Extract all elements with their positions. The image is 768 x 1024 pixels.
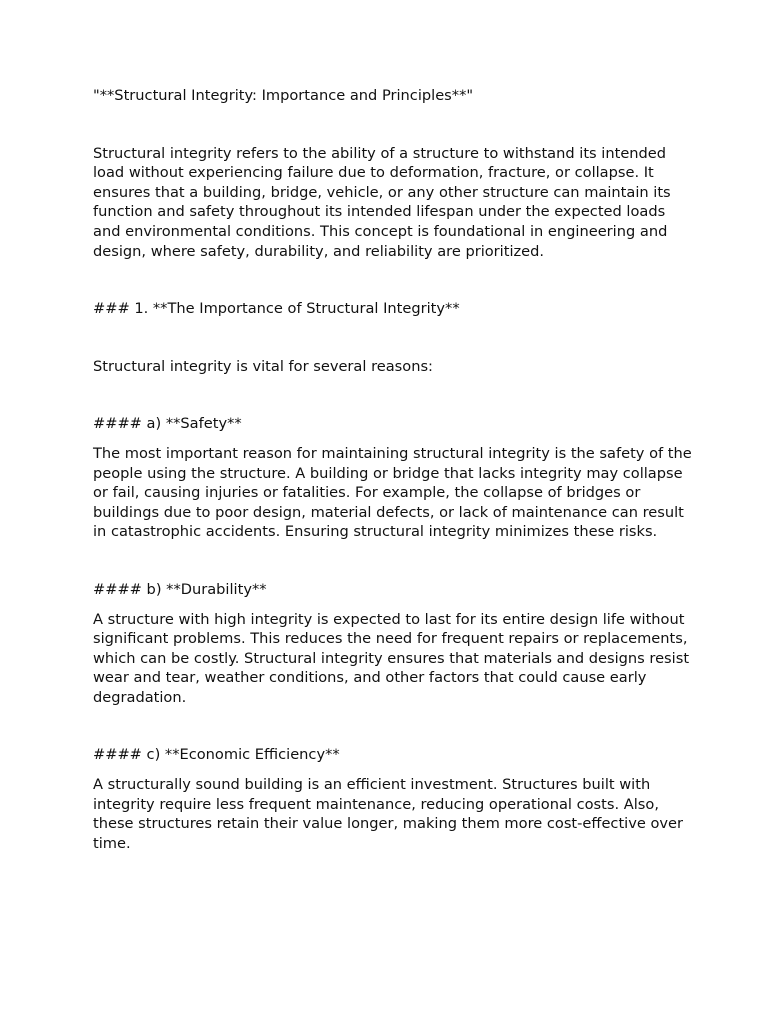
subsection-body-safety: The most important reason for maintaining structural integrity is the safety of the people using the structure. A building or bridge that lacks integrity may collapse or fail, causing injuries or fatalities. For example, the collapse of bridges or buildings due to poor design, material defects, or lack of maintenance can result in catastrophic accidents. Ensuring structural integrity minimizes these risks. bbox=[93, 444, 692, 541]
document-title: "**Structural Integrity: Importance and Principles**" bbox=[93, 87, 474, 104]
section-heading: ### 1. **The Importance of Structural Integrity** bbox=[93, 300, 460, 318]
subsection-heading-economic-efficiency: #### c) **Economic Efficiency** bbox=[93, 746, 340, 764]
subsection-body-durability: A structure with high integrity is expected to last for its entire design life without significant problems. This reduces the need for frequent repairs or replacements, which can be costly. Structural integrity ensures that materials and designs resist wear and tear, weather conditions, and other factors that could cause early degradation. bbox=[93, 610, 690, 706]
subsection-heading-safety: #### a) **Safety** bbox=[93, 415, 242, 433]
intro-paragraph: Structural integrity refers to the ability of a structure to withstand its intended load without experiencing failure due to deformation, fracture, or collapse. It ensures that a building, bridge, vehicle, or any other structure can maintain its function and safety throughout its intended lifespan under the expected loads and environmental conditions. This concept is foundational in engineering and design, where safety, durability, and reliability are prioritized. bbox=[93, 144, 671, 260]
subsection-body-economic-efficiency: A structurally sound building is an efficient investment. Structures built with integrity require less frequent maintenance, reducing operational costs. Also, these structures retain their value longer, making them more cost-effective over time. bbox=[93, 776, 684, 852]
document-page bbox=[93, 86, 693, 891]
subsection-heading-durability: #### b) **Durability** bbox=[93, 580, 267, 598]
section-lead: Structural integrity is vital for several reasons: bbox=[93, 357, 433, 375]
